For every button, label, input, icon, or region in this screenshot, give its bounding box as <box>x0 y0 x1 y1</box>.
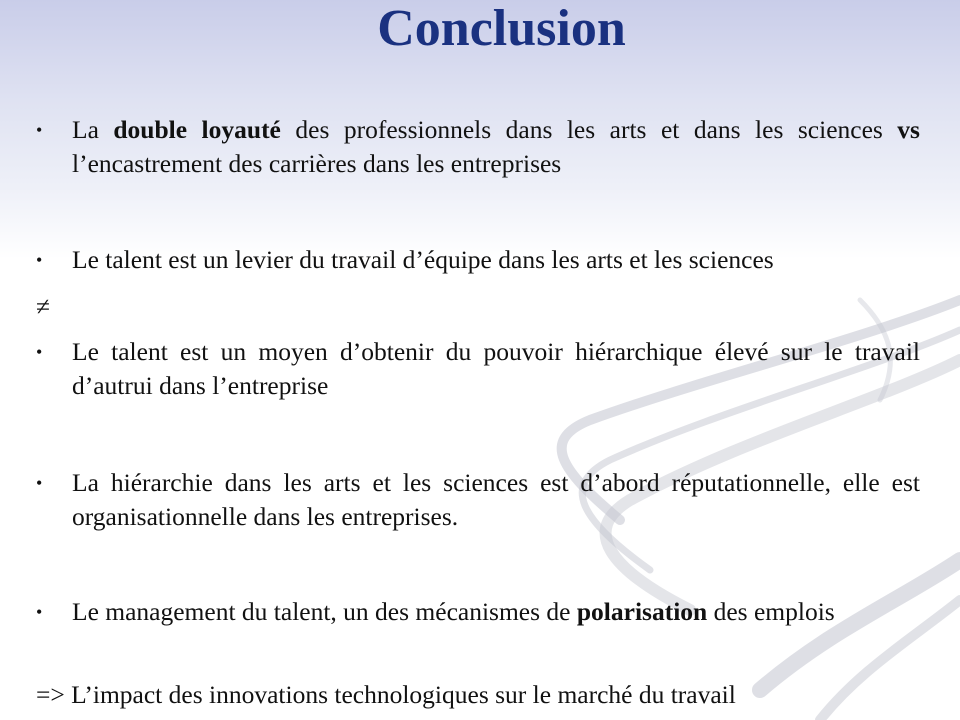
bullet-dot: • <box>36 602 43 622</box>
bullet-item-double-loyaute: La double loyauté des professionnels dans les arts et dans les sciences vs l’encastrement des carrières dans les entreprises <box>72 115 920 178</box>
bullet-dot: • <box>36 120 43 140</box>
emphasis-double-loyaute: double loyauté <box>113 115 281 144</box>
emphasis-vs: vs <box>897 115 920 144</box>
bullet-item-talent-levier: Le talent est un levier du travail d’équipe dans les arts et les sciences <box>72 245 774 274</box>
conclusion-arrow-line: => L’impact des innovations technologiques sur le marché du travail <box>36 680 736 709</box>
bullet-dot: • <box>36 250 43 270</box>
emphasis-polarisation: polarisation <box>576 597 708 626</box>
bullet-item-hierarchie: La hiérarchie dans les arts et les sciences est d’abord réputationnelle, elle est organisationnelle dans les entreprises. <box>72 468 920 531</box>
bullet-item-management-talent: Le management du talent, un des mécanismes de polarisation des emplois <box>72 597 835 626</box>
slide-title: Conclusion <box>377 0 626 57</box>
not-equal-sign: ≠ <box>36 292 50 321</box>
bullet-dot: • <box>36 473 43 493</box>
bullet-dot: • <box>36 342 43 362</box>
bullet-item-talent-pouvoir: Le talent est un moyen d’obtenir du pouvoir hiérarchique élevé sur le travail d’autrui dans l’entreprise <box>72 337 920 400</box>
